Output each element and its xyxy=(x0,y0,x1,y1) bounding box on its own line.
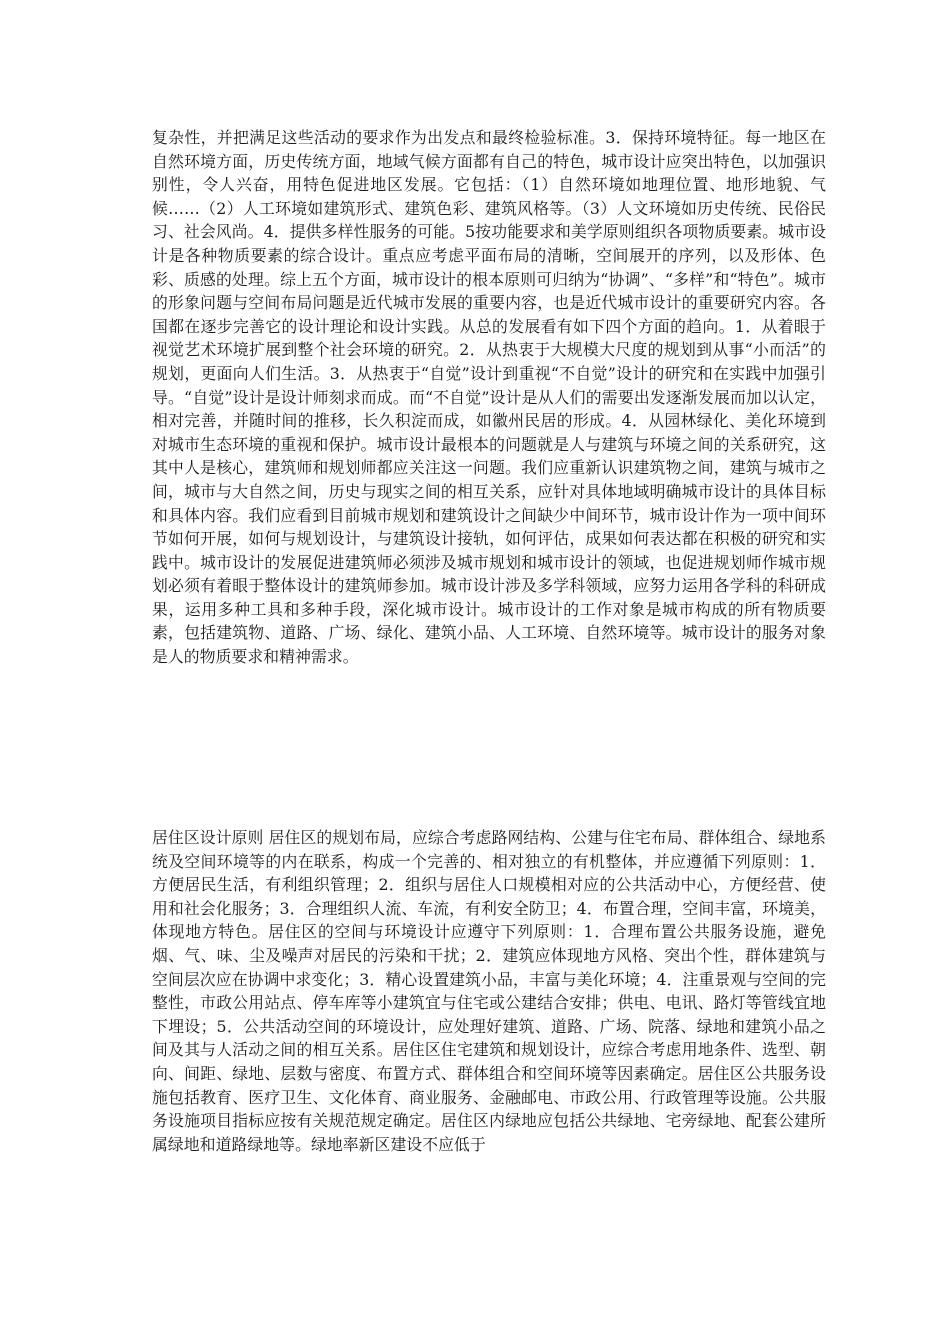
paragraph-urban-design: 复杂性，并把满足这些活动的要求作为出发点和最终检验标准。3．保持环境特征。每一地区在自然环境方面，历史传统方面，地域气候方面都有自己的特色，城市设计应突出特色，以加强识别性，令人兴奋，用特色促进地区发展。它包括：（1）自然环境如地理位置、地形地貌、气候……（2）人工环境如建筑形式、建筑色彩、建筑风格等。（3）人文环境如历史传统、民俗民习、社会风尚。4．提供多样性服务的可能。5按功能要求和美学原则组织各项物质要素。城市设计是各种物质要素的综合设计。重点应考虑平面布局的清晰，空间展开的序列，以及形体、色彩、质感的处理。综上五个方面，城市设计的根本原则可归纳为“协调”、“多样”和“特色”。城市的形象问题与空间布局问题是近代城市发展的重要内容，也是近代城市设计的重要研究内容。各国都在逐步完善它的设计理论和设计实践。从总的发展看有如下四个方面的趋向。1．从着眼于视觉艺术环境扩展到整个社会环境的研究。2．从热衷于大规模大尺度的规划到从事“小而活”的规划，更面向人们生活。3．从热衷于“自觉”设计到重视“不自觉”设计的研究和在实践中加强引导。“自觉”设计是设计师刻求而成。而“不自觉”设计是从人们的需要出发逐渐发展而加以认定，相对完善，并随时间的推移，长久积淀而成，如徽州民居的形成。4．从园林绿化、美化环境到对城市生态环境的重视和保护。城市设计最根本的问题就是人与建筑与环境之间的关系研究，这其中人是核心，建筑师和规划师都应关注这一问题。我们应重新认识建筑物之间，建筑与城市之间，城市与大自然之间，历史与现实之间的相互关系，应针对具体地域明确城市设计的具体目标和具体内容。我们应看到目前城市规划和建筑设计之间缺少中间环节，城市设计作为一项中间环节如何开展，如何与规划设计，与建筑设计接轨，如何评估，成果如何表达都在积极的研究和实践中。城市设计的发展促进建筑师必须涉及城市规划和城市设计的领域，也促进规划师作城市规划必须有着眼于整体设计的建筑师参加。城市设计涉及多学科领域，应努力运用各学科的科研成果，运用多种工具和多种手段，深化城市设计。城市设计的工作对象是城市构成的所有物质要素，包括建筑物、道路、广场、绿化、建筑小品、人工环境、自然环境等。城市设计的服务对象是人的物质要求和精神需求。 xyxy=(152,128,826,667)
paragraph-residential-design: 居住区设计原则 居住区的规划布局，应综合考虑路网结构、公建与住宅布局、群体组合、绿地系统及空间环境等的内在联系，构成一个完善的、相对独立的有机整体，并应遵循下列原则：1．方便居民生活，有利组织管理；2．组织与居住人口规模相对应的公共活动中心，方便经营、使用和社会化服务；3．合理组织人流、车流，有利安全防卫；4．布置合理，空间丰富，环境美，体现地方特色。居住区的空间与环境设计应遵守下列原则：1．合理布置公共服务设施，避免烟、气、味、尘及噪声对居民的污染和干扰；2．建筑应体现地方风格、突出个性，群体建筑与空间层次应在协调中求变化；3．精心设置建筑小品，丰富与美化环境；4．注重景观与空间的完整性，市政公用站点、停车库等小建筑宜与住宅或公建结合安排；供电、电讯、路灯等管线宜地下埋设；5．公共活动空间的环境设计，应处理好建筑、道路、广场、院落、绿地和建筑小品之间及其与人活动之间的相互关系。居住区住宅建筑和规划设计，应综合考虑用地条件、选型、朝向、间距、绿地、层数与密度、布置方式、群体组合和空间环境等因素确定。居住区公共服务设施包括教育、医疗卫生、文化体育、商业服务、金融邮电、市政公用、行政管理等设施。公共服务设施项目指标应按有关规范规定确定。居住区内绿地应包括公共绿地、宅旁绿地、配套公建所属绿地和道路绿地等。绿地率新区建设不应低于 xyxy=(152,828,826,1154)
